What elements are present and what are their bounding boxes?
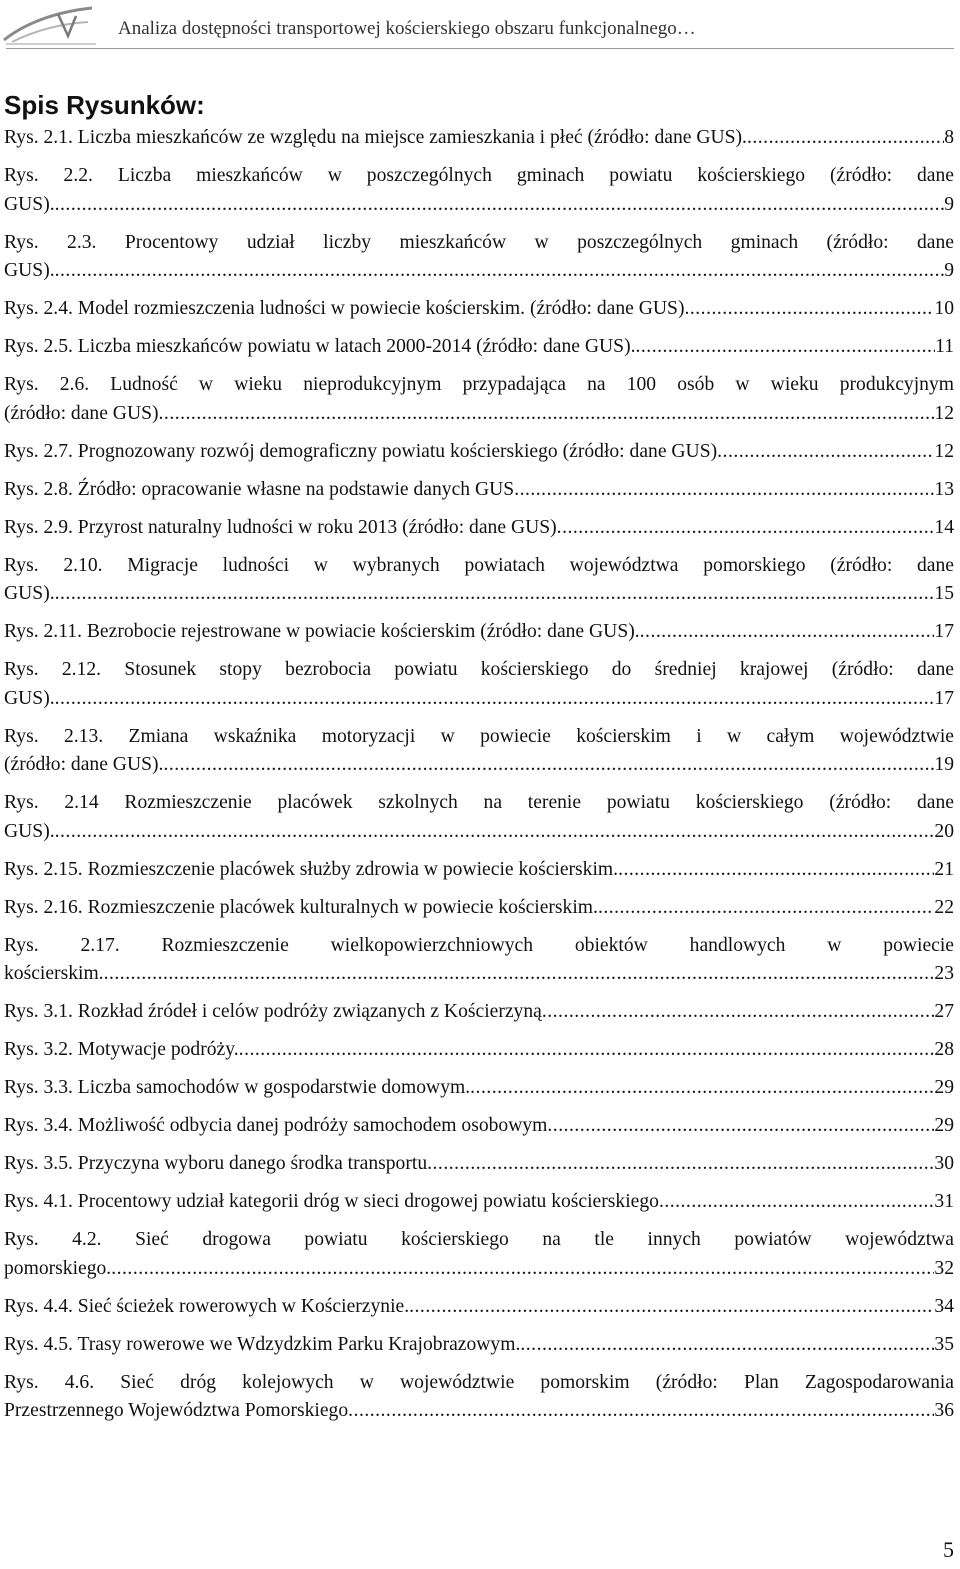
toc-entry-text: Rys. 2.16. Rozmieszczenie placówek kulturalnych w powiecie kościerskim. (4, 896, 598, 918)
toc-entry-text: Rys. 3.5. Przyczyna wyboru danego środka transportu (4, 1153, 428, 1174)
toc-entry-text: GUS). (4, 687, 55, 709)
toc-entry-line (4, 960, 954, 989)
toc-entry[interactable] (4, 1112, 954, 1141)
toc-entry[interactable] (4, 229, 954, 286)
toc-entry-text: Rys. 2.2. Liczba mieszkańców w poszczególnych gminach powiatu kościerskiego (źródło: dane (4, 165, 954, 186)
toc-entry-page: 15 (934, 583, 954, 604)
toc-entry[interactable] (4, 618, 954, 647)
toc-entry-page: 36 (934, 1400, 954, 1421)
toc-entry-text: Rys. 3.3. Liczba samochodów w gospodarstwie domowym. (4, 1077, 471, 1098)
toc-entry[interactable] (4, 1150, 954, 1179)
toc-entry[interactable] (4, 656, 954, 713)
toc-entry-text: Rys. 2.8. Źródło: opracowanie własne na podstawie danych GUS (4, 478, 515, 500)
toc-entry-page: 34 (934, 1295, 954, 1317)
dot-leader (470, 1074, 934, 1103)
dot-leader (55, 685, 935, 714)
toc-entry[interactable] (4, 789, 954, 846)
toc-entry-page: 27 (934, 1001, 954, 1022)
toc-entry-line (4, 894, 954, 923)
toc-entry[interactable] (4, 1226, 954, 1283)
dot-leader (55, 257, 945, 286)
toc-entry-text: GUS). (4, 583, 55, 604)
toc-entry[interactable] (4, 1331, 954, 1360)
list-of-figures (4, 124, 954, 1426)
toc-entry-page: 10 (934, 298, 954, 319)
toc-entry-line (4, 1074, 954, 1103)
toc-entry-text: Rys. 2.3. Procentowy udział liczby mieszkańców w poszczególnych gminach (źródło: dane (4, 231, 954, 253)
toc-entry-page: 32 (934, 1257, 954, 1279)
toc-entry[interactable] (4, 333, 954, 362)
toc-entry-line (4, 1112, 954, 1141)
dot-leader (55, 191, 945, 220)
dot-leader (747, 124, 944, 153)
toc-entry-text: Rys. 2.6. Ludność w wieku nieprodukcyjnym przypadająca na 100 osób w wieku produkcyjnym (4, 374, 954, 395)
toc-entry[interactable] (4, 1188, 954, 1217)
toc-entry-text: Rys. 2.7. Prognozowany rozwój demograficzny powiatu kościerskiego (źródło: dane GUS) (4, 440, 718, 462)
toc-entry-text: Rys. 4.4. Sieć ścieżek rowerowych w Kościerzynie. (4, 1295, 410, 1317)
toc-entry-line (4, 333, 954, 362)
toc-entry-text: Rys. 2.9. Przyrost naturalny ludności w roku 2013 (źródło: dane GUS) (4, 516, 557, 538)
toc-entry[interactable] (4, 932, 954, 989)
dot-leader (348, 1397, 934, 1426)
toc-entry-line (4, 818, 954, 847)
toc-entry-text: GUS). (4, 820, 55, 842)
toc-entry[interactable] (4, 295, 954, 324)
toc-entry-text: Rys. 4.1. Procentowy udział kategorii dróg w sieci drogowej powiatu kościerskiego (4, 1191, 659, 1212)
toc-entry-text: (źródło: dane GUS). (4, 754, 164, 775)
toc-entry-text: Rys. 2.1. Liczba mieszkańców ze względu na miejsce zamieszkania i płeć (źródło: dane GUS). (4, 127, 747, 148)
toc-entry[interactable] (4, 856, 954, 885)
toc-entry-line (4, 685, 954, 714)
toc-entry-text: Rys. 4.5. Trasy rowerowe we Wdzydzkim Parku Krajobrazowym. (4, 1333, 521, 1355)
toc-entry-line (4, 751, 954, 780)
toc-entry-line (4, 295, 954, 324)
toc-entry[interactable] (4, 162, 954, 219)
toc-entry-page: 30 (934, 1153, 954, 1174)
toc-entry-line (4, 257, 954, 286)
toc-entry-text: Przestrzennego Województwa Pomorskiego (4, 1400, 349, 1421)
toc-entry-line (4, 1397, 954, 1426)
dot-leader (598, 894, 934, 923)
toc-entry-page: 11 (935, 336, 954, 357)
toc-entry-text: Rys. 2.10. Migracje ludności w wybranych powiatach województwa pomorskiego (źródło: dane (4, 554, 954, 576)
toc-entry-line (4, 1255, 954, 1284)
toc-entry-text: Rys. 2.14 Rozmieszczenie placówek szkolnych na terenie powiatu kościerskiego (źródło: dane (4, 792, 954, 813)
dot-leader (557, 514, 935, 543)
toc-entry-page: 17 (934, 621, 954, 642)
toc-entry-line (4, 618, 954, 647)
toc-entry-text: Rys. 3.2. Motywacje podróży. (4, 1039, 239, 1060)
toc-entry[interactable] (4, 1074, 954, 1103)
toc-entry-line (4, 400, 954, 429)
toc-entry-page: 29 (934, 1115, 954, 1136)
toc-entry-page: 8 (944, 127, 954, 148)
toc-entry-page: 29 (934, 1077, 954, 1098)
document-title: Analiza dostępności transportowej kościerskiego obszaru funkcjonalnego… (118, 18, 696, 39)
toc-entry-page: 17 (934, 687, 954, 709)
toc-entry-text: Rys. 4.2. Sieć drogowa powiatu kościerskiego na tle innych powiatów województwa (4, 1229, 954, 1250)
dot-leader (618, 856, 934, 885)
toc-entry[interactable] (4, 124, 954, 153)
toc-entry-page: 21 (934, 858, 954, 880)
toc-entry-line (4, 1036, 954, 1065)
toc-entry-page: 28 (934, 1039, 954, 1060)
dot-leader (409, 1293, 934, 1322)
toc-entry-line (4, 580, 954, 609)
dot-leader (427, 1150, 934, 1179)
toc-entry-line (4, 856, 954, 885)
toc-entry-page: 14 (934, 516, 954, 538)
dot-leader (717, 438, 934, 467)
toc-entry-page: 13 (934, 478, 954, 500)
toc-entry-text: (źródło: dane GUS) (4, 402, 159, 424)
toc-entry[interactable] (4, 723, 954, 780)
dot-leader (111, 1255, 934, 1284)
toc-entry-page: 12 (934, 402, 954, 424)
toc-entry-line (4, 998, 954, 1027)
header-divider (6, 48, 954, 49)
toc-entry-line (4, 191, 954, 220)
dot-leader (684, 295, 934, 324)
toc-entry-text: Rys. 2.17. Rozmieszczenie wielkopowierzchniowych obiektów handlowych w powiecie (4, 934, 954, 956)
toc-entry-page: 31 (934, 1191, 954, 1212)
toc-heading: Spis Rysunków: (4, 90, 205, 120)
toc-entry-text: GUS). (4, 260, 55, 281)
toc-entry-page: 20 (934, 820, 954, 842)
toc-entry[interactable] (4, 1293, 954, 1322)
toc-entry-text: Rys. 2.5. Liczba mieszkańców powiatu w latach 2000-2014 (źródło: dane GUS). (4, 336, 636, 357)
toc-entry-text: Rys. 2.13. Zmiana wskaźnika motoryzacji w powiecie kościerskim i w całym województwie (4, 725, 954, 747)
dot-leader (163, 751, 934, 780)
toc-entry-page: 23 (934, 963, 954, 984)
dot-leader (55, 818, 935, 847)
toc-entry-page: 9 (944, 260, 954, 281)
toc-entry-page: 35 (934, 1333, 954, 1355)
toc-entry[interactable] (4, 1036, 954, 1065)
toc-entry-text: Rys. 3.4. Możliwość odbycia danej podróży samochodem osobowym (4, 1115, 548, 1136)
dot-leader (542, 998, 935, 1027)
toc-entry-text: Rys. 2.12. Stosunek stopy bezrobocia powiatu kościerskiego do średniej krajowej (źródło: dane (4, 659, 954, 680)
toc-entry-line (4, 1150, 954, 1179)
toc-entry-line (4, 476, 954, 505)
dot-leader (659, 1188, 934, 1217)
toc-entry-text: Rys. 2.15. Rozmieszczenie placówek służby zdrowia w powiecie kościerskim. (4, 858, 619, 880)
toc-entry[interactable] (4, 371, 954, 428)
dot-leader (520, 1331, 934, 1360)
toc-entry[interactable] (4, 894, 954, 923)
page-header (0, 0, 960, 56)
toc-entry-line (4, 514, 954, 543)
toc-entry-line (4, 1293, 954, 1322)
toc-entry-text: pomorskiego. (4, 1257, 112, 1279)
dot-leader (159, 400, 935, 429)
toc-entry-page: 9 (944, 193, 954, 215)
logo-icon (2, 2, 100, 46)
toc-entry-line (4, 1331, 954, 1360)
toc-entry-page: 22 (934, 896, 954, 918)
toc-entry-page: 12 (934, 440, 954, 462)
dot-leader (104, 960, 935, 989)
toc-entry[interactable] (4, 1369, 954, 1426)
toc-entry-text: Rys. 3.1. Rozkład źródeł i celów podróży związanych z Kościerzyną (4, 1001, 542, 1022)
dot-leader (636, 333, 936, 362)
toc-entry[interactable] (4, 514, 954, 543)
toc-entry-text: kościerskim. (4, 963, 104, 984)
toc-entry-page: 19 (934, 754, 954, 775)
dot-leader (239, 1036, 935, 1065)
page-number: 5 (943, 1537, 954, 1562)
toc-entry[interactable] (4, 438, 954, 467)
toc-entry-text: Rys. 4.6. Sieć dróg kolejowych w województwie pomorskim (źródło: Plan Zagospodarowania (4, 1371, 954, 1393)
toc-entry-line (4, 438, 954, 467)
toc-entry-text: Rys. 2.11. Bezrobocie rejestrowane w powiacie kościerskim (źródło: dane GUS). (4, 621, 640, 642)
dot-leader (547, 1112, 934, 1141)
toc-entry-text: GUS). (4, 193, 55, 215)
dot-leader (514, 476, 934, 505)
toc-entry-text: Rys. 2.4. Model rozmieszczenia ludności w powiecie kościerskim. (źródło: dane GUS) (4, 298, 685, 319)
toc-entry[interactable] (4, 552, 954, 609)
dot-leader (640, 618, 935, 647)
toc-entry[interactable] (4, 476, 954, 505)
dot-leader (55, 580, 935, 609)
toc-entry[interactable] (4, 998, 954, 1027)
toc-entry-line (4, 1188, 954, 1217)
toc-entry-line (4, 124, 954, 153)
